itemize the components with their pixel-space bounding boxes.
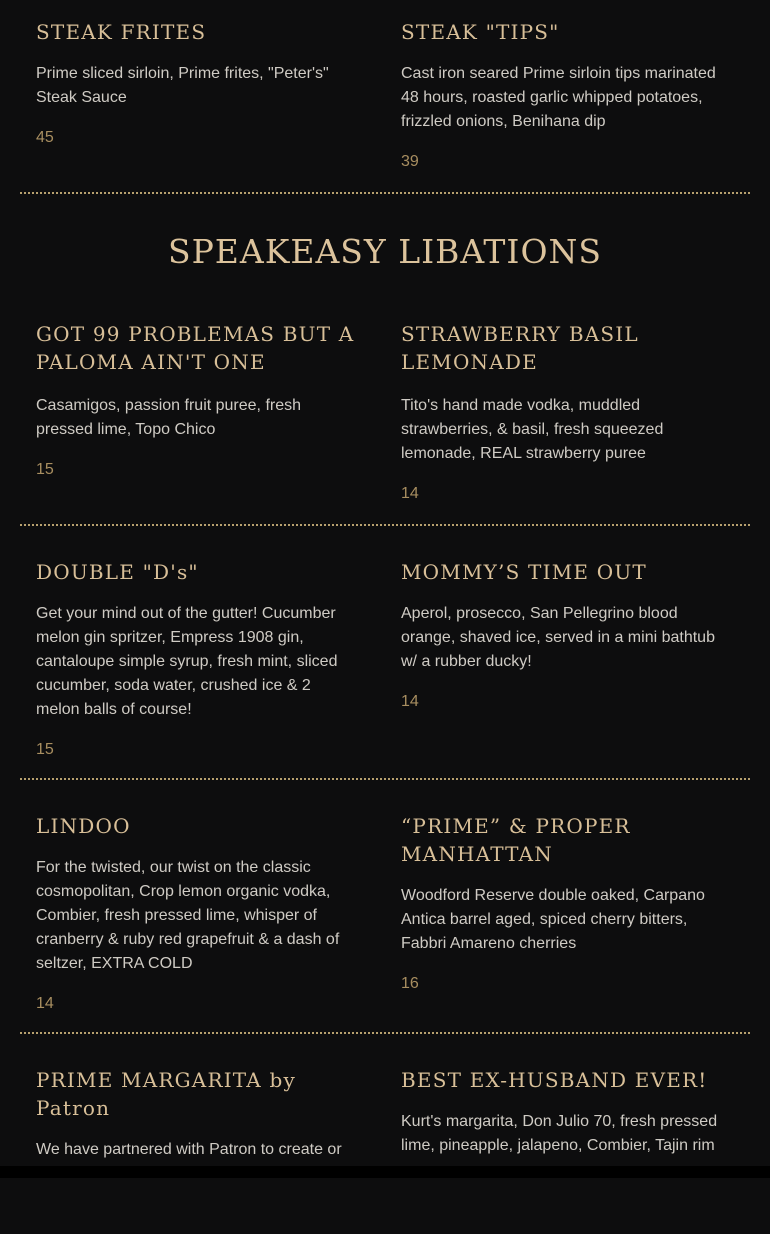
menu-row <box>20 1034 750 1234</box>
item-title: “PRIME” & PROPER MANHATTAN <box>401 814 631 866</box>
menu-item-best-ex-husband-ever <box>385 1034 750 1234</box>
item-price: 14 <box>401 485 419 502</box>
item-description: Woodford Reserve double oaked, Carpano Antica barrel aged, spiced cherry bitters, Fabbri Amareno cherries <box>401 887 705 952</box>
item-price: 39 <box>401 153 419 170</box>
menu-item-double-ds <box>20 526 385 778</box>
item-description: Aperol, prosecco, San Pellegrino blood orange, shaved ice, served in a mini bathtub w/ a rubber ducky! <box>401 605 715 670</box>
menu-item-steak-frites <box>20 0 385 192</box>
menu-row <box>20 780 750 1034</box>
item-description: Kurt's margarita, Don Julio 70, fresh pressed lime, pineapple, jalapeno, Combier, Tajin rim <box>401 1113 718 1154</box>
item-price: 14 <box>401 693 419 710</box>
item-description: Casamigos, passion fruit puree, fresh pressed lime, Topo Chico <box>36 397 302 438</box>
menu-item-paloma <box>20 294 385 524</box>
item-price: 15 <box>36 461 54 478</box>
menu-row <box>20 294 750 526</box>
item-title: DOUBLE "D's" <box>36 560 199 584</box>
item-price: 45 <box>36 129 54 146</box>
menu-item-prime-proper-manhattan <box>385 780 750 1032</box>
item-title: PRIME MARGARITA by Patron <box>36 1068 296 1120</box>
item-description: Prime sliced sirloin, Prime frites, "Peter's" Steak Sauce <box>36 65 329 106</box>
item-title: STEAK "TIPS" <box>401 20 560 44</box>
menu-item-steak-tips <box>385 0 750 192</box>
menu-row <box>20 0 750 194</box>
item-title: MOMMY’S TIME OUT <box>401 560 647 584</box>
menu-item-prime-margarita <box>20 1034 385 1234</box>
item-description: Cast iron seared Prime sirloin tips marinated 48 hours, roasted garlic whipped potatoes, frizzled onions, Benihana dip <box>401 65 716 130</box>
item-title: BEST EX-HUSBAND EVER! <box>401 1068 708 1092</box>
item-title: GOT 99 PROBLEMAS BUT A PALOMA AIN'T ONE <box>36 322 355 374</box>
menu-item-strawberry-basil-lemonade <box>385 294 750 524</box>
menu-item-mommys-time-out <box>385 526 750 778</box>
item-price: 14 <box>36 995 54 1012</box>
item-price: 15 <box>36 741 54 758</box>
item-description: Get your mind out of the gutter! Cucumber melon gin spritzer, Empress 1908 gin, cantaloupe simple syrup, fresh mint, sliced cucumber, soda water, crushed ice & 2 melon balls of course! <box>36 605 338 718</box>
item-title: STRAWBERRY BASIL LEMONADE <box>401 322 639 374</box>
menu-item-lindoo <box>20 780 385 1032</box>
item-title: LINDOO <box>36 814 131 838</box>
item-title: STEAK FRITES <box>36 20 207 44</box>
section-title: SPEAKEASY LIBATIONS <box>168 232 602 271</box>
item-description: For the twisted, our twist on the classic cosmopolitan, Crop lemon organic vodka, Combier, fresh pressed lime, whisper of cranberry & ruby red grapefruit & a dash of seltzer, EXTRA COLD <box>36 859 340 972</box>
item-description: We have partnered with Patron to create or <box>36 1141 342 1158</box>
item-price: 16 <box>401 975 419 992</box>
bottom-edge-bar <box>0 1166 770 1178</box>
item-description: Tito's hand made vodka, muddled strawberries, & basil, fresh squeezed lemonade, REAL strawberry puree <box>401 397 664 462</box>
section-header <box>0 194 770 294</box>
menu-row <box>20 526 750 780</box>
